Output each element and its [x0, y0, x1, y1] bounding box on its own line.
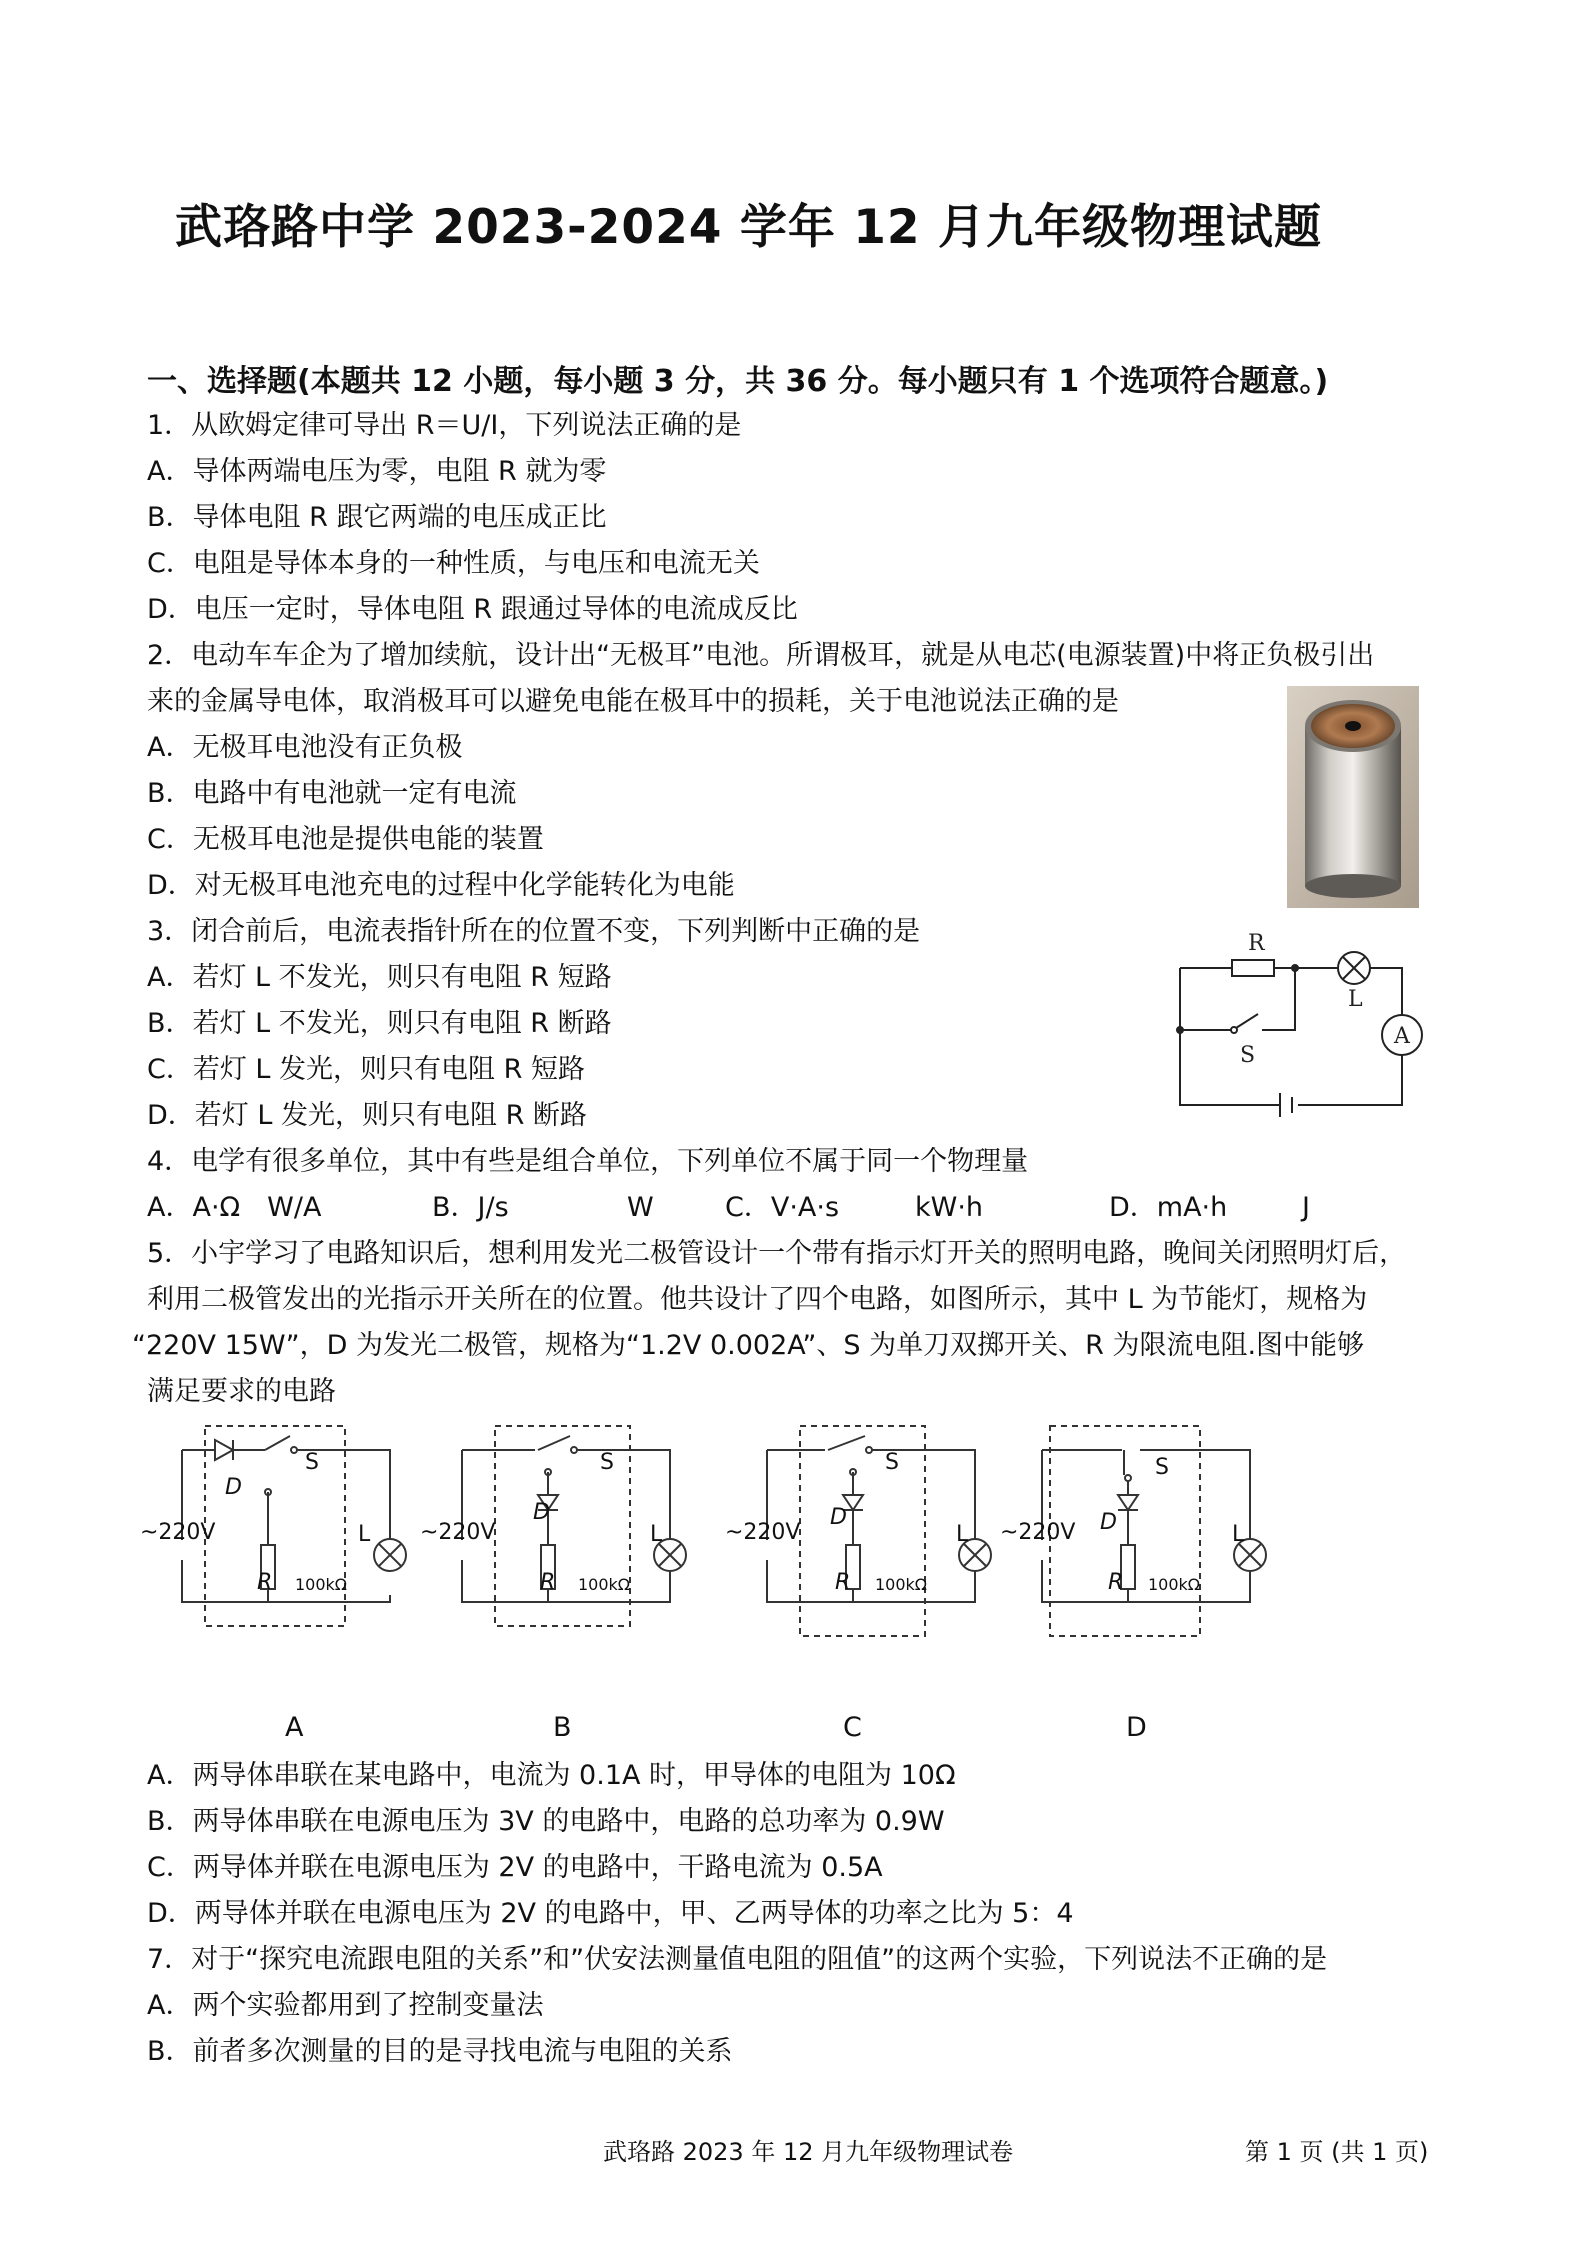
- q1-option-a: A．导体两端电压为零，电阻 R 就为零: [147, 456, 607, 487]
- q6-option-d: D．两导体并联在电源电压为 2V 的电路中，甲、乙两导体的功率之比为 5：4: [147, 1898, 1074, 1929]
- q5-a-resistor-value: 100kΩ: [295, 1575, 348, 1594]
- q5-stem-line1: 5．小宇学习了电路知识后，想利用发光二极管设计一个带有指示灯开关的照明电路，晚间关闭照明灯后，: [147, 1238, 1407, 1269]
- q5-d-diode-label: D: [1100, 1510, 1117, 1535]
- q5-b-resistor-label: R: [540, 1570, 556, 1595]
- q5-d-switch-label: S: [1155, 1455, 1169, 1480]
- q5-a-diode-label: D: [225, 1475, 242, 1500]
- q2-option-b: B．电路中有电池就一定有电流: [147, 778, 517, 809]
- q5-stem-line4: 满足要求的电路: [147, 1376, 336, 1407]
- q5-c-resistor-value: 100kΩ: [875, 1575, 928, 1594]
- q7-option-a: A．两个实验都用到了控制变量法: [147, 1990, 544, 2021]
- q5-c-lamp-label: L: [956, 1522, 969, 1547]
- q4-option-b-unit: W: [627, 1192, 654, 1223]
- q5-caption-d: D: [1126, 1712, 1147, 1743]
- page-number: 第 1 页 (共 1 页): [1245, 2138, 1429, 2166]
- q4-option-a: A．A·Ω W/A: [147, 1192, 322, 1223]
- q4-stem: 4．电学有很多单位，其中有些是组合单位，下列单位不属于同一个物理量: [147, 1146, 1029, 1177]
- q5-stem-line3: “220V 15W”，D 为发光二极管，规格为“1.2V 0.002A”、S 为单刀双掷开关、R 为限流电阻.图中能够: [132, 1330, 1365, 1361]
- q5-a-resistor-label: R: [257, 1570, 273, 1595]
- q2-option-a: A．无极耳电池没有正负极: [147, 732, 463, 763]
- q5-d-resistor-value: 100kΩ: [1148, 1575, 1201, 1594]
- q7-option-b: B．前者多次测量的目的是寻找电流与电阻的关系: [147, 2036, 733, 2067]
- q5-caption-b: B: [553, 1712, 572, 1743]
- q3-option-a: A．若灯 L 不发光，则只有电阻 R 短路: [147, 962, 612, 993]
- q4-option-d-unit: J: [1302, 1192, 1310, 1223]
- q4-option-d: D．mA·h: [1109, 1192, 1228, 1223]
- q4-option-c-unit: kW·h: [915, 1192, 984, 1223]
- q3-switch-label: S: [1240, 1043, 1256, 1068]
- q3-option-d: D．若灯 L 发光，则只有电阻 R 断路: [147, 1100, 587, 1131]
- q5-d-voltage-label: ~220V: [1000, 1520, 1076, 1545]
- q7-stem: 7．对于“探究电流跟电阻的关系”和”伏安法测量值电阻的阻值”的这两个实验，下列说法不正确的是: [147, 1944, 1328, 1975]
- q5-c-resistor-label: R: [835, 1570, 851, 1595]
- q5-c-switch-label: S: [885, 1450, 899, 1475]
- q5-stem-line2: 利用二极管发出的光指示开关所在的位置。他共设计了四个电路，如图所示，其中 L 为节能灯，规格为: [147, 1284, 1368, 1315]
- q2-option-c: C．无极耳电池是提供电能的装置: [147, 824, 544, 855]
- q5-b-resistor-value: 100kΩ: [578, 1575, 631, 1594]
- q4-option-c: C．V·A·s: [725, 1192, 840, 1223]
- q1-stem: 1．从欧姆定律可导出 R＝U/I，下列说法正确的是: [147, 410, 742, 441]
- q2-stem-line1: 2．电动车车企为了增加续航，设计出“无极耳”电池。所谓极耳，就是从电芯(电源装置)中将正负极引出: [147, 640, 1375, 671]
- q3-lamp-label: L: [1348, 987, 1363, 1012]
- q5-caption-a: A: [285, 1712, 304, 1743]
- q3-stem: 3．闭合前后，电流表指针所在的位置不变，下列判断中正确的是: [147, 916, 921, 947]
- q5-caption-c: C: [843, 1712, 862, 1743]
- q5-circuit-a: [182, 1426, 406, 1626]
- q6-option-b: B．两导体串联在电源电压为 3V 的电路中，电路的总功率为 0.9W: [147, 1806, 945, 1837]
- q2-option-d: D．对无极耳电池充电的过程中化学能转化为电能: [147, 870, 735, 901]
- q2-stem-line2: 来的金属导电体，取消极耳可以避免电能在极耳中的损耗，关于电池说法正确的是: [147, 686, 1119, 717]
- q6-option-c: C．两导体并联在电源电压为 2V 的电路中，干路电流为 0.5A: [147, 1852, 883, 1883]
- q3-circuit-diagram: [1170, 930, 1440, 1120]
- q5-b-voltage-label: ~220V: [420, 1520, 496, 1545]
- battery-photo: [1287, 686, 1419, 908]
- q1-option-d: D．电压一定时，导体电阻 R 跟通过导体的电流成反比: [147, 594, 798, 625]
- q5-b-diode-label: D: [533, 1500, 550, 1525]
- q1-option-c: C．电阻是导体本身的一种性质，与电压和电流无关: [147, 548, 760, 579]
- q4-options-row: [147, 1190, 1347, 1226]
- q5-a-voltage-label: ~220V: [140, 1520, 216, 1545]
- q1-option-b: B．导体电阻 R 跟它两端的电压成正比: [147, 502, 607, 533]
- q5-c-diode-label: D: [830, 1505, 847, 1530]
- q3-resistor-label: R: [1248, 931, 1265, 956]
- page-title: 武珞路中学 2023-2024 学年 12 月九年级物理试题: [175, 200, 1322, 255]
- q5-b-lamp-label: L: [650, 1522, 663, 1547]
- q5-d-lamp-label: L: [1232, 1522, 1245, 1547]
- footer-title: 武珞路 2023 年 12 月九年级物理试卷: [603, 2138, 1014, 2166]
- q3-ammeter-label: A: [1394, 1024, 1410, 1049]
- q5-a-switch-label: S: [305, 1450, 319, 1475]
- q5-b-switch-label: S: [600, 1450, 614, 1475]
- q3-option-c: C．若灯 L 发光，则只有电阻 R 短路: [147, 1054, 585, 1085]
- q6-option-a: A．两导体串联在某电路中，电流为 0.1A 时，甲导体的电阻为 10Ω: [147, 1760, 956, 1791]
- q5-a-lamp-label: L: [358, 1522, 371, 1547]
- section-heading: 一、选择题(本题共 12 小题，每小题 3 分，共 36 分。每小题只有 1 个选项符合题意。): [147, 364, 1329, 399]
- q4-option-b: B．J/s: [432, 1192, 509, 1223]
- q3-option-b: B．若灯 L 不发光，则只有电阻 R 断路: [147, 1008, 612, 1039]
- q5-d-resistor-label: R: [1108, 1570, 1124, 1595]
- q5-c-voltage-label: ~220V: [725, 1520, 801, 1545]
